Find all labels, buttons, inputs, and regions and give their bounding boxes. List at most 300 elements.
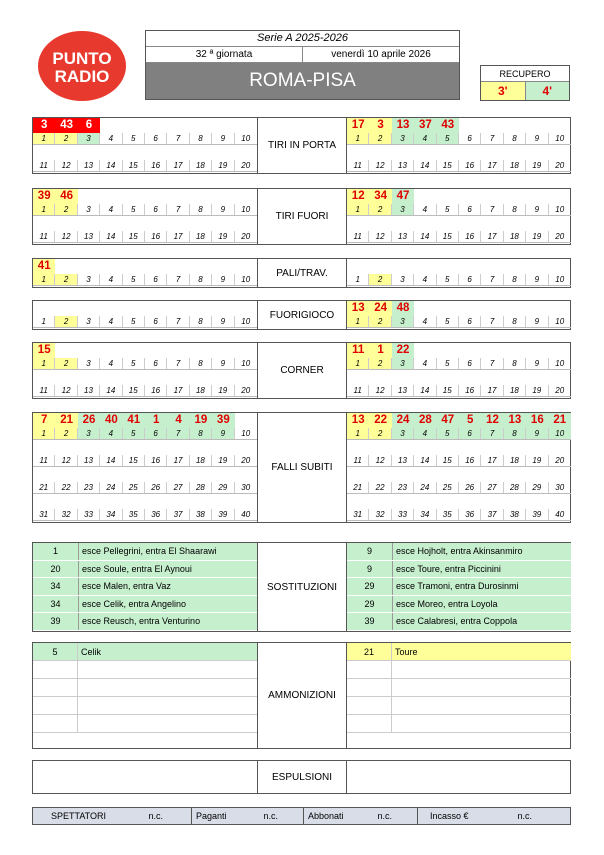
minute-slot: 29	[526, 482, 548, 493]
event-minute: 9	[366, 563, 372, 574]
minute-slot: 32	[55, 509, 77, 520]
minute-slot: 7	[167, 133, 189, 144]
logo-line1: PUNTO	[52, 49, 112, 68]
minute-slot: 6	[145, 133, 167, 144]
event-minute: 7	[33, 413, 55, 428]
event-text: esce Tramoni, entra Durosinmi	[392, 578, 571, 595]
event-minute: 37	[414, 118, 436, 133]
recupero-box	[480, 65, 570, 101]
minute-slot: 33	[392, 509, 414, 520]
event-minute: 3	[33, 118, 55, 133]
minute-slot: 12	[369, 231, 391, 242]
minute-slot: 12	[369, 160, 391, 171]
minute-slot: 6	[459, 316, 481, 327]
minute-slot: 12	[369, 455, 391, 466]
event-text	[392, 697, 571, 714]
event-text: esce Malen, entra Vaz	[78, 578, 257, 595]
falli-label: FALLI SUBITI	[257, 413, 347, 522]
event-minute: 12	[481, 413, 503, 428]
event-minute	[190, 189, 212, 204]
abbonati-label: Abbonati	[303, 808, 355, 824]
event-minute	[100, 259, 122, 274]
event-minute	[549, 301, 571, 316]
minute-slot: 1	[33, 204, 55, 215]
minute-slot: 40	[555, 510, 565, 519]
minute-slot: 20	[555, 386, 565, 395]
round: 32 ª giornata	[146, 47, 303, 62]
event-minute	[526, 118, 548, 133]
minute-slot: 20	[241, 386, 251, 395]
minute-slot: 4	[414, 133, 436, 144]
minute-slot: 7	[481, 204, 503, 215]
minute-slot: 4	[100, 316, 122, 327]
minute-slot: 12	[55, 160, 77, 171]
minute-slot: 21	[33, 482, 55, 493]
minute-slot: 6	[145, 428, 167, 439]
minute-slot: 5	[123, 204, 145, 215]
event-minute	[549, 259, 571, 274]
minute-slot: 14	[414, 455, 436, 466]
minute-slot: 7	[481, 133, 503, 144]
minute-slot: 1	[33, 316, 55, 327]
event-minute: 41	[123, 413, 145, 428]
minute-slot: 19	[526, 231, 548, 242]
event-text	[78, 715, 257, 732]
minute-slot: 6	[459, 204, 481, 215]
event-minute	[33, 715, 78, 732]
event-minute: 29	[364, 598, 375, 609]
minute-slot: 17	[481, 455, 503, 466]
booking-row	[347, 661, 571, 679]
minute-slot: 38	[504, 509, 526, 520]
minute-slot: 13	[78, 160, 100, 171]
minute-slot: 40	[241, 510, 251, 519]
minute-slot: 11	[347, 385, 369, 396]
event-text: Toure	[395, 647, 418, 657]
event-minute	[123, 259, 145, 274]
event-minute: 47	[392, 189, 414, 204]
event-minute	[167, 118, 189, 133]
event-minute	[414, 259, 436, 274]
minute-slot: 20	[241, 161, 251, 170]
event-minute: 43	[437, 118, 459, 133]
minute-slot: 14	[414, 231, 436, 242]
minute-slot: 2	[369, 204, 391, 215]
minute-slot: 2	[369, 428, 391, 439]
event-minute	[235, 301, 257, 316]
minute-slot: 3	[78, 428, 100, 439]
event-minute: 43	[55, 118, 77, 133]
substitution-row	[347, 543, 571, 561]
event-minute	[481, 301, 503, 316]
minute-slot: 25	[437, 482, 459, 493]
minute-slot: 9	[212, 274, 234, 285]
minute-slot: 2	[55, 316, 77, 327]
event-minute	[212, 343, 234, 358]
event-minute	[459, 118, 481, 133]
minute-slot: 19	[526, 385, 548, 396]
event-minute	[190, 259, 212, 274]
event-minute: 29	[364, 581, 375, 592]
minute-slot: 16	[145, 455, 167, 466]
substitution-row	[347, 578, 571, 596]
minute-slot: 20	[241, 456, 251, 465]
event-minute: 3	[369, 118, 391, 133]
minute-slot: 7	[481, 316, 503, 327]
minute-slot: 2	[369, 316, 391, 327]
event-minute	[145, 118, 167, 133]
fuorigioco-label: FUORIGIOCO	[257, 301, 347, 329]
ammonizioni-label: AMMONIZIONI	[257, 643, 347, 748]
minute-slot: 7	[167, 274, 189, 285]
event-minute	[414, 189, 436, 204]
substitution-row	[347, 596, 571, 614]
minute-slot: 10	[549, 428, 571, 439]
event-minute: 13	[504, 413, 526, 428]
booking-row	[347, 715, 571, 733]
minute-slot: 6	[459, 133, 481, 144]
event-minute	[504, 259, 526, 274]
substitution-row	[33, 596, 257, 614]
event-minute	[78, 343, 100, 358]
event-minute	[167, 259, 189, 274]
ammonizioni-section	[32, 642, 571, 749]
minute-slot: 3	[78, 204, 100, 215]
event-minute	[78, 301, 100, 316]
event-minute: 22	[392, 343, 414, 358]
minute-slot: 8	[190, 358, 212, 369]
minute-slot: 5	[123, 274, 145, 285]
booking-row	[33, 715, 257, 733]
substitution-row	[33, 578, 257, 596]
sostituzioni-label: SOSTITUZIONI	[257, 543, 347, 631]
minute-slot: 27	[481, 482, 503, 493]
event-text	[392, 661, 571, 678]
minute-slot: 31	[33, 509, 55, 520]
minute-slot: 10	[241, 359, 251, 368]
minute-slot: 11	[347, 231, 369, 242]
event-minute: 24	[392, 413, 414, 428]
minute-slot: 5	[437, 358, 459, 369]
minute-slot: 28	[504, 482, 526, 493]
event-minute: 15	[33, 343, 55, 358]
minute-slot: 15	[437, 231, 459, 242]
event-minute	[504, 301, 526, 316]
minute-slot: 11	[347, 160, 369, 171]
minute-slot: 9	[212, 133, 234, 144]
event-minute	[414, 343, 436, 358]
event-minute	[481, 259, 503, 274]
event-minute	[190, 343, 212, 358]
event-minute	[437, 301, 459, 316]
minute-slot: 15	[123, 455, 145, 466]
minute-slot: 16	[459, 455, 481, 466]
event-text	[392, 679, 571, 696]
minute-slot: 19	[526, 160, 548, 171]
event-minute	[190, 118, 212, 133]
minute-slot: 18	[190, 231, 212, 242]
minute-slot: 13	[78, 385, 100, 396]
substitution-row	[33, 561, 257, 579]
event-minute	[235, 413, 257, 428]
minute-slot: 30	[555, 483, 565, 492]
minute-slot: 9	[526, 274, 548, 285]
minute-slot: 9	[212, 316, 234, 327]
event-minute	[145, 301, 167, 316]
event-minute: 11	[347, 343, 369, 358]
espulsioni-label: ESPULSIONI	[257, 761, 347, 793]
minute-slot: 10	[241, 134, 251, 143]
recupero-second-half: 4'	[526, 82, 570, 100]
minute-slot: 4	[414, 358, 436, 369]
minute-slot: 18	[504, 160, 526, 171]
booking-row	[347, 697, 571, 715]
event-minute: 12	[347, 189, 369, 204]
minute-slot: 23	[392, 482, 414, 493]
minute-slot: 14	[100, 385, 122, 396]
event-minute	[145, 189, 167, 204]
minute-slot: 13	[78, 231, 100, 242]
event-minute	[55, 343, 77, 358]
event-minute	[526, 259, 548, 274]
booking-row	[33, 697, 257, 715]
event-minute: 39	[364, 616, 375, 627]
minute-slot: 8	[504, 204, 526, 215]
minute-slot: 18	[190, 385, 212, 396]
minute-slot: 1	[347, 316, 369, 327]
minute-slot: 9	[526, 133, 548, 144]
minute-slot: 5	[123, 428, 145, 439]
minute-slot: 17	[167, 455, 189, 466]
minute-slot: 38	[190, 509, 212, 520]
minute-slot: 33	[78, 509, 100, 520]
minute-slot: 9	[526, 428, 548, 439]
minute-slot: 24	[100, 482, 122, 493]
substitution-row	[347, 613, 571, 631]
minute-slot: 17	[481, 160, 503, 171]
event-minute: 21	[549, 413, 571, 428]
event-minute	[235, 189, 257, 204]
event-text: esce Reusch, entra Venturino	[78, 613, 257, 630]
minute-slot: 16	[145, 385, 167, 396]
event-text: esce Moreo, entra Loyola	[392, 596, 571, 613]
event-minute	[392, 259, 414, 274]
event-minute	[504, 189, 526, 204]
minute-slot: 3	[392, 358, 414, 369]
minute-slot: 23	[78, 482, 100, 493]
event-minute	[347, 679, 392, 696]
sostituzioni-section	[32, 542, 571, 632]
event-minute	[212, 189, 234, 204]
event-minute: 16	[526, 413, 548, 428]
booking-row	[33, 679, 257, 697]
minute-slot: 17	[481, 385, 503, 396]
minute-slot: 13	[392, 385, 414, 396]
event-minute	[347, 259, 369, 274]
minute-slot: 16	[145, 231, 167, 242]
minute-slot: 37	[481, 509, 503, 520]
minute-slot: 18	[190, 455, 212, 466]
minute-slot: 5	[437, 274, 459, 285]
event-minute	[549, 189, 571, 204]
minute-slot: 15	[437, 385, 459, 396]
event-minute	[123, 301, 145, 316]
minute-slot: 4	[414, 204, 436, 215]
minute-slot: 10	[555, 275, 565, 284]
minute-slot: 24	[414, 482, 436, 493]
season: Serie A 2025-2026	[146, 31, 459, 47]
event-minute	[100, 343, 122, 358]
event-minute	[549, 118, 571, 133]
event-minute	[437, 343, 459, 358]
event-minute: 21	[347, 643, 392, 660]
minute-slot: 28	[190, 482, 212, 493]
minute-slot: 8	[190, 204, 212, 215]
match-header	[145, 30, 460, 100]
event-minute: 13	[347, 413, 369, 428]
minute-slot: 4	[100, 274, 122, 285]
minute-slot: 3	[392, 133, 414, 144]
minute-slot: 5	[123, 358, 145, 369]
event-minute	[549, 343, 571, 358]
event-minute	[369, 259, 391, 274]
pali-section	[32, 258, 571, 288]
minute-slot: 20	[555, 456, 565, 465]
event-minute: 20	[50, 563, 61, 574]
minute-slot: 13	[392, 231, 414, 242]
minute-slot: 1	[33, 428, 55, 439]
minute-slot: 14	[414, 385, 436, 396]
minute-slot: 2	[55, 358, 77, 369]
corner-label: CORNER	[257, 343, 347, 398]
minute-slot: 5	[437, 428, 459, 439]
substitution-row	[33, 543, 257, 561]
event-minute	[235, 259, 257, 274]
minute-slot: 3	[392, 204, 414, 215]
minute-slot: 10	[241, 429, 251, 438]
minute-slot: 13	[392, 455, 414, 466]
event-minute: 13	[347, 301, 369, 316]
corner-section	[32, 342, 571, 399]
minute-slot: 32	[369, 509, 391, 520]
minute-slot: 15	[123, 231, 145, 242]
minute-slot: 9	[212, 358, 234, 369]
minute-slot: 4	[100, 428, 122, 439]
minute-slot: 8	[504, 316, 526, 327]
minute-slot: 3	[392, 428, 414, 439]
minute-slot: 5	[437, 316, 459, 327]
minute-slot: 31	[347, 509, 369, 520]
minute-slot: 15	[437, 455, 459, 466]
minute-slot: 6	[145, 274, 167, 285]
event-minute	[212, 301, 234, 316]
minute-slot: 20	[555, 232, 565, 241]
abbonati-value: n.c.	[377, 811, 392, 821]
minute-slot: 22	[55, 482, 77, 493]
minute-slot: 10	[555, 317, 565, 326]
event-minute: 39	[50, 616, 61, 627]
event-minute	[459, 343, 481, 358]
minute-slot: 25	[123, 482, 145, 493]
event-minute: 39	[33, 189, 55, 204]
event-minute	[414, 301, 436, 316]
minute-slot: 6	[459, 428, 481, 439]
minute-slot: 10	[555, 134, 565, 143]
paganti-value: n.c.	[263, 811, 278, 821]
event-minute	[235, 118, 257, 133]
minute-slot: 17	[167, 160, 189, 171]
incasso-value: n.c.	[517, 811, 532, 821]
match-title: ROMA-PISA	[146, 63, 459, 99]
minute-slot: 19	[212, 231, 234, 242]
minute-slot: 7	[167, 204, 189, 215]
minute-slot: 5	[123, 133, 145, 144]
minute-slot: 27	[167, 482, 189, 493]
minute-slot: 7	[481, 428, 503, 439]
event-minute: 48	[392, 301, 414, 316]
minute-slot: 12	[55, 385, 77, 396]
tiri-porta-label: TIRI IN PORTA	[257, 118, 347, 173]
event-minute	[504, 118, 526, 133]
minute-slot: 4	[414, 274, 436, 285]
minute-slot: 2	[369, 274, 391, 285]
event-minute	[437, 189, 459, 204]
event-minute	[33, 679, 78, 696]
minute-slot: 4	[414, 428, 436, 439]
event-minute: 1	[145, 413, 167, 428]
event-text: esce Soule, entra El Aynoui	[78, 561, 257, 578]
minute-slot: 17	[167, 231, 189, 242]
minute-slot: 3	[392, 316, 414, 327]
event-minute	[481, 189, 503, 204]
event-minute: 17	[347, 118, 369, 133]
event-minute	[212, 259, 234, 274]
tiri-fuori-section	[32, 188, 571, 245]
event-minute	[123, 118, 145, 133]
minute-slot: 11	[33, 231, 55, 242]
minute-slot: 26	[145, 482, 167, 493]
minute-slot: 4	[100, 204, 122, 215]
spettatori-value: n.c.	[148, 811, 163, 821]
minute-slot: 11	[33, 160, 55, 171]
minute-slot: 2	[55, 204, 77, 215]
event-minute	[123, 189, 145, 204]
minute-slot: 3	[78, 274, 100, 285]
minute-slot: 14	[100, 160, 122, 171]
event-minute	[347, 661, 392, 678]
event-minute	[504, 343, 526, 358]
minute-slot: 19	[212, 455, 234, 466]
event-minute	[347, 715, 392, 732]
event-minute: 19	[190, 413, 212, 428]
minute-slot: 16	[459, 231, 481, 242]
event-minute	[55, 301, 77, 316]
event-minute	[100, 118, 122, 133]
minute-slot: 1	[347, 428, 369, 439]
minute-slot: 4	[100, 358, 122, 369]
event-minute	[123, 343, 145, 358]
minute-slot: 19	[212, 160, 234, 171]
minute-slot: 12	[55, 455, 77, 466]
event-minute	[78, 259, 100, 274]
event-minute	[526, 189, 548, 204]
minute-slot: 10	[555, 359, 565, 368]
event-minute	[212, 118, 234, 133]
minute-slot: 34	[100, 509, 122, 520]
event-minute: 34	[369, 189, 391, 204]
minute-slot: 1	[33, 358, 55, 369]
minute-slot: 8	[504, 133, 526, 144]
